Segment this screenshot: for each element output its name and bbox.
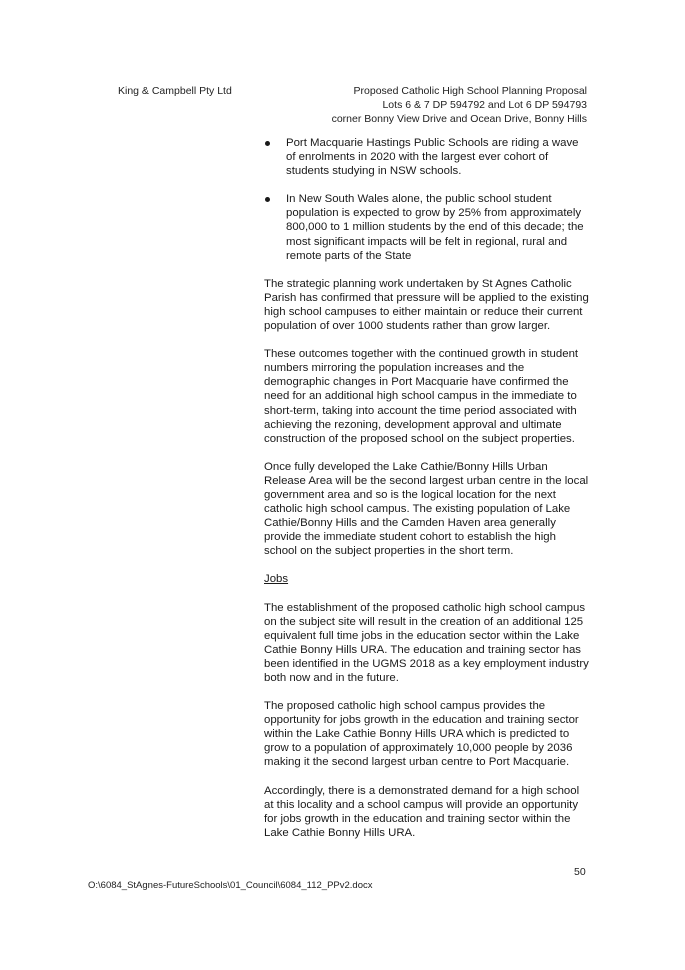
paragraph: These outcomes together with the continued growth in student numbers mirroring the population increases and the demographic changes in Port Macquarie have confirmed the need for an additional high school campus in the immediate to short-term, taking into account the time period associated with achieving the rezoning, development approval and ultimate construction of the proposed school on the subject properties. bbox=[264, 348, 579, 445]
paragraph: The strategic planning work undertaken by St Agnes Catholic Parish has confirmed that pressure will be applied to the existing high school campuses to either maintain or reduce their current population of over 1000 students rather than grow larger. bbox=[264, 277, 589, 333]
bullet-icon bbox=[265, 197, 270, 202]
paragraph: The proposed catholic high school campus provides the opportunity for jobs growth in the education and training sector within the Lake Cathie Bonny Hills URA which is predicted to grow to a population of approximately 10,000 people by 2036 making it the second largest urban centre to Port Macquarie. bbox=[264, 700, 579, 769]
paragraph: The establishment of the proposed catholic high school campus on the subject site will result in the creation of an additional 125 equivalent full time jobs in the education sector within the Lake Cathie Bonny Hills URA. The education and training sector has been identified in the UGMS 2018 as a key employment industry both now and in the future. bbox=[264, 601, 589, 684]
bullet-item bbox=[264, 136, 590, 178]
bullet-list bbox=[264, 136, 590, 263]
page-number: 50 bbox=[574, 866, 586, 878]
header-line: corner Bonny View Drive and Ocean Drive, Bonny Hills bbox=[331, 113, 587, 125]
bullet-text: Port Macquarie Hastings Public Schools are riding a wave of enrolments in 2020 with the largest ever cohort of students studying in NSW schools. bbox=[286, 137, 579, 178]
header-company: King & Campbell Pty Ltd bbox=[118, 85, 232, 97]
header-line: Proposed Catholic High School Planning Proposal bbox=[353, 85, 587, 97]
header-line: Lots 6 & 7 DP 594792 and Lot 6 DP 594793 bbox=[382, 99, 587, 111]
bullet-item bbox=[264, 192, 590, 262]
document-body bbox=[264, 136, 590, 854]
paragraph: Accordingly, there is a demonstrated demand for a high school at this locality and a school campus will provide an opportunity for jobs growth in the education and training sector within the Lake Cathie Bonny Hills URA. bbox=[264, 784, 580, 839]
section-heading: Jobs bbox=[264, 573, 289, 586]
bullet-text: In New South Wales alone, the public school student population is expected to grow by 25% from approximately 800,000 to 1 million students by the end of this decade; the most significant impacts will be felt in regional, rural and remote parts of the State bbox=[286, 193, 584, 262]
header-project-info bbox=[287, 84, 587, 126]
bullet-icon bbox=[265, 141, 270, 146]
footer-file-path: O:\6084_StAgnes-FutureSchools\01_Council\6084_112_PPv2.docx bbox=[88, 880, 373, 891]
paragraph: Once fully developed the Lake Cathie/Bonny Hills Urban Release Area will be the second largest urban centre in the local government area and so is the logical location for the next catholic high school campus. The existing population of Lake Cathie/Bonny Hills and the Camden Haven area generally provide the immediate student cohort to establish the high school on the subject properties in the short term. bbox=[264, 460, 589, 558]
